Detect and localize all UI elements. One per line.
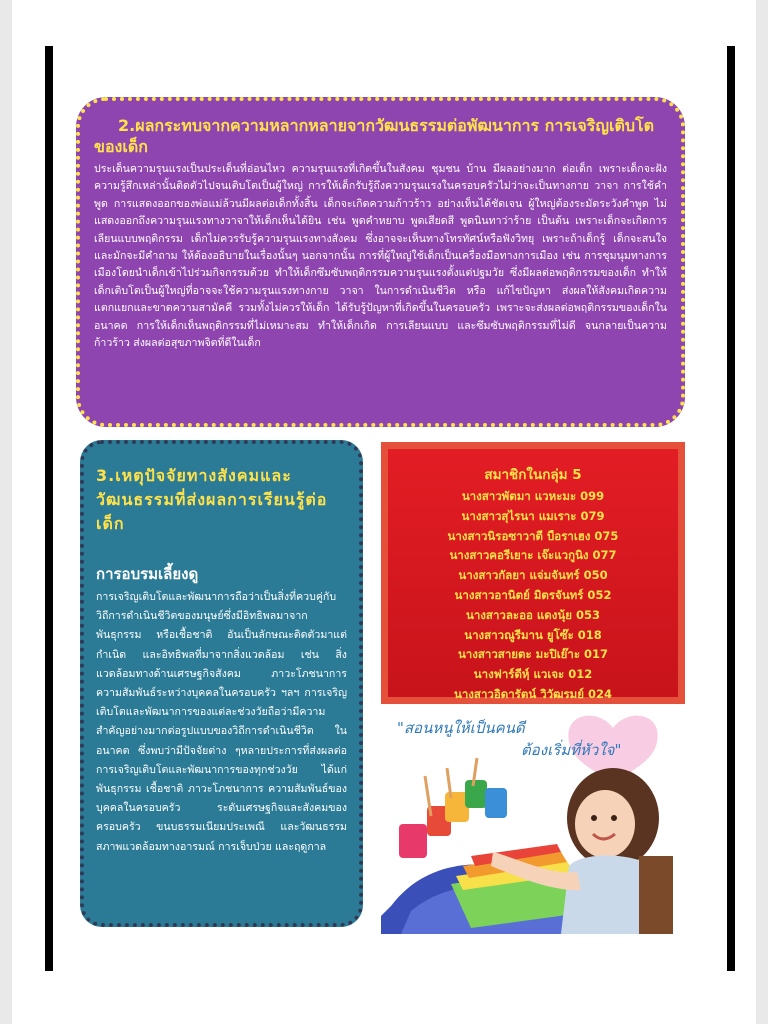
members-panel <box>388 449 678 701</box>
member-item: นางฟาร์ดีหฺ์ แวเจะ 012 <box>473 667 593 682</box>
left-border-rule <box>45 46 53 971</box>
member-item: นางสาวอิดารัตน์ วิวัฒรมย์ 024 <box>453 686 613 701</box>
members-title: สมาชิกในกลุ่ม 5 <box>484 467 582 483</box>
member-item: นางสาวคอรีเยาะ เจ๊ะแวกูนิง 077 <box>449 548 617 563</box>
paint-pot <box>399 824 427 858</box>
member-item: นางสาวสายตะ มะปิเย๊าะ 017 <box>457 647 609 662</box>
member-item: นางสาวอานิตย์ มิตรจันทร์ 052 <box>454 587 612 602</box>
section-2-box <box>76 97 685 427</box>
photo-caption-line-1: "สอนหนูให้เป็นคนดี <box>397 719 525 737</box>
member-item: นางสาวณูรีมาน ยูโซ๊ะ 018 <box>464 627 602 642</box>
child-face <box>575 790 635 858</box>
member-item: นางสาวนิรอซาวาตี บือราเฮง 075 <box>447 528 619 543</box>
section-2-body: ประเด็นความรุนแรงเป็นประเด็นที่อ่อนไหว ความรุนแรงที่เกิดขึ้นในสังคม ชุมชน บ้าน มีผลอย่างมาก ต่อเด็ก เพราะเด็กจะฝังความรู้สึกเหล่านั้นติดตัวไปจนเติบโตเป็นผู้ใหญ่ การให้เด็กรับรู้ถึงความรุนแรงในครอบครัวไม่ว่าจะเป็นทางกาย วาจา การใช้คำพูด การแสดงออกของพ่อแม่ล้วนมีผลต่อเด็กทั้งสิ้น เด็กจะเกิดความก้าวร้าว อย่างเห็นได้ชัดเจน ผู้ใหญ่ต้องระมัดระวังคำพูด ไม่แสดงออกถึงความรุนแรงทางวาจาให้เด็กเห็นได้ยิน เช่น พูดคำหยาบ พูดเสียดสี พูดนินทาว่าร้าย เป็นต้น เพราะเด็กจะเกิดการเลียนแบบพฤติกรรม เด็กไม่ควรรับรู้ความรุนแรงทางสังคม ซึ่งอาจจะเห็นทางโทรทัศน์หรือฟังวิทยุ เพราะถ้าเด็กรู้ เด็กจะสนใจ และมักจะมีคำถาม ให้ต้องอธิบายในเรื่องนั้นๆ นอกจากนั้น การที่ผู้ใหญ่ใช้เด็กเป็นเครื่องมือทางการเมือง เช่น การชุมนุมทางการเมืองโดยนำเด็กเข้าไปร่วมกิจกรรมด้วย ทำให้เด็กซึมซับพฤติกรรมความรุนแรงตั้งแต่ปฐมวัย ซึ่งมีผลต่อพฤติกรรมของเด็ก ทำให้เด็กเติบโตเป็นผู้ใหญ่ที่อาจจะใช้ความรุนแรงทางกาย วาจา ในการดำเนินชีวิต หรือ แก้ไขปัญหา ส่งผลให้สังคมเกิดความแตกแยกและขาดความสามัคคี รวมทั้งไม่ควรให้เด็ก ได้รับรู้ปัญหาที่เกิดขึ้นในครอบครัว เพราะจะส่งผลต่อพฤติกรรมของเด็กในอนาคต การให้เด็กเห็นพฤติกรรมที่ไม่เหมาะสม ทำให้เด็กเกิด การเลียนแบบ และซึมซับพฤติกรรมที่ไม่ดี จนกลายเป็นความก้าวร้าว ส่งผลต่อสุขภาพจิตที่ดีในเด็ก <box>94 163 667 350</box>
section-3-body: การเจริญเติบโตและพัฒนาการถือว่าเป็นสิ่งที่ควบคู่กับวิถีการดำเนินชีวิตของมนุษย์ซึ่งมีอิทธิพลมาจากพันธุกรรม หรือเชื้อชาติ อันเป็นลักษณะติดตัวมาแต่กำเนิด และอิทธิพลที่มาจากสิ่งแวดล้อม เช่น สิ่งแวดล้อมทางด้านเศรษฐกิจสังคม ภาวะโภชนาการ ความสัมพันธ์ระหว่างบุคคลในครอบครัว ฯลฯ การเจริญเติบโตและพัฒนาการของแต่ละช่วงวัยถือว่ามีความสำคัญอย่างมากต่อรูปแบบของวิถีการดำเนินชีวิต ในอนาคต ซึ่งพบว่ามีปัจจัยต่าง ๆหลายประการที่ส่งผลต่อการเจริญเติบโตและพัฒนาการของทุกช่วงวัย ได้แก่ พันธุกรรม เชื้อชาติ ภาวะโภชนาการ ความสัมพันธ์ของบุคคลในครอบครัว ระดับเศรษฐกิจและสังคมของครอบครัว ขนบธรรมเนียมประเพณี และวัฒนธรรม สภาพแวดล้อมทางอารมณ์ การเจ็บป่วย และฤดูกาล <box>96 591 347 853</box>
section-3-subtitle: การอบรมเลี้ยงดู <box>96 565 199 583</box>
member-item: นางสาวละออ แดงนุ้ย 053 <box>465 607 600 622</box>
photo-caption-line-2: ต้องเริ่มที่หัวใจ" <box>521 741 622 759</box>
member-item: นางสาวกัลยา แจ่มจันทร์ 050 <box>458 568 608 583</box>
section-3-box <box>80 440 363 927</box>
member-item: นางสาวพัตมา แวหะมะ 099 <box>461 489 605 503</box>
members-box <box>381 442 685 704</box>
right-border-rule <box>727 46 735 971</box>
section-3-title: 3.เหตุปัจจัยทางสังคมและวัฒนธรรมที่ส่งผลการเรียนรู้ต่อเด็ก <box>96 466 328 533</box>
child-painting-photo <box>381 706 685 934</box>
member-item: นางสาวสุไรนา แมเราะ 079 <box>461 508 605 523</box>
section-2-title: 2.ผลกระทบจากความหลากหลายจากวัฒนธรรมต่อพัฒนาการ การเจริญเติบโตของเด็ก <box>94 116 654 156</box>
